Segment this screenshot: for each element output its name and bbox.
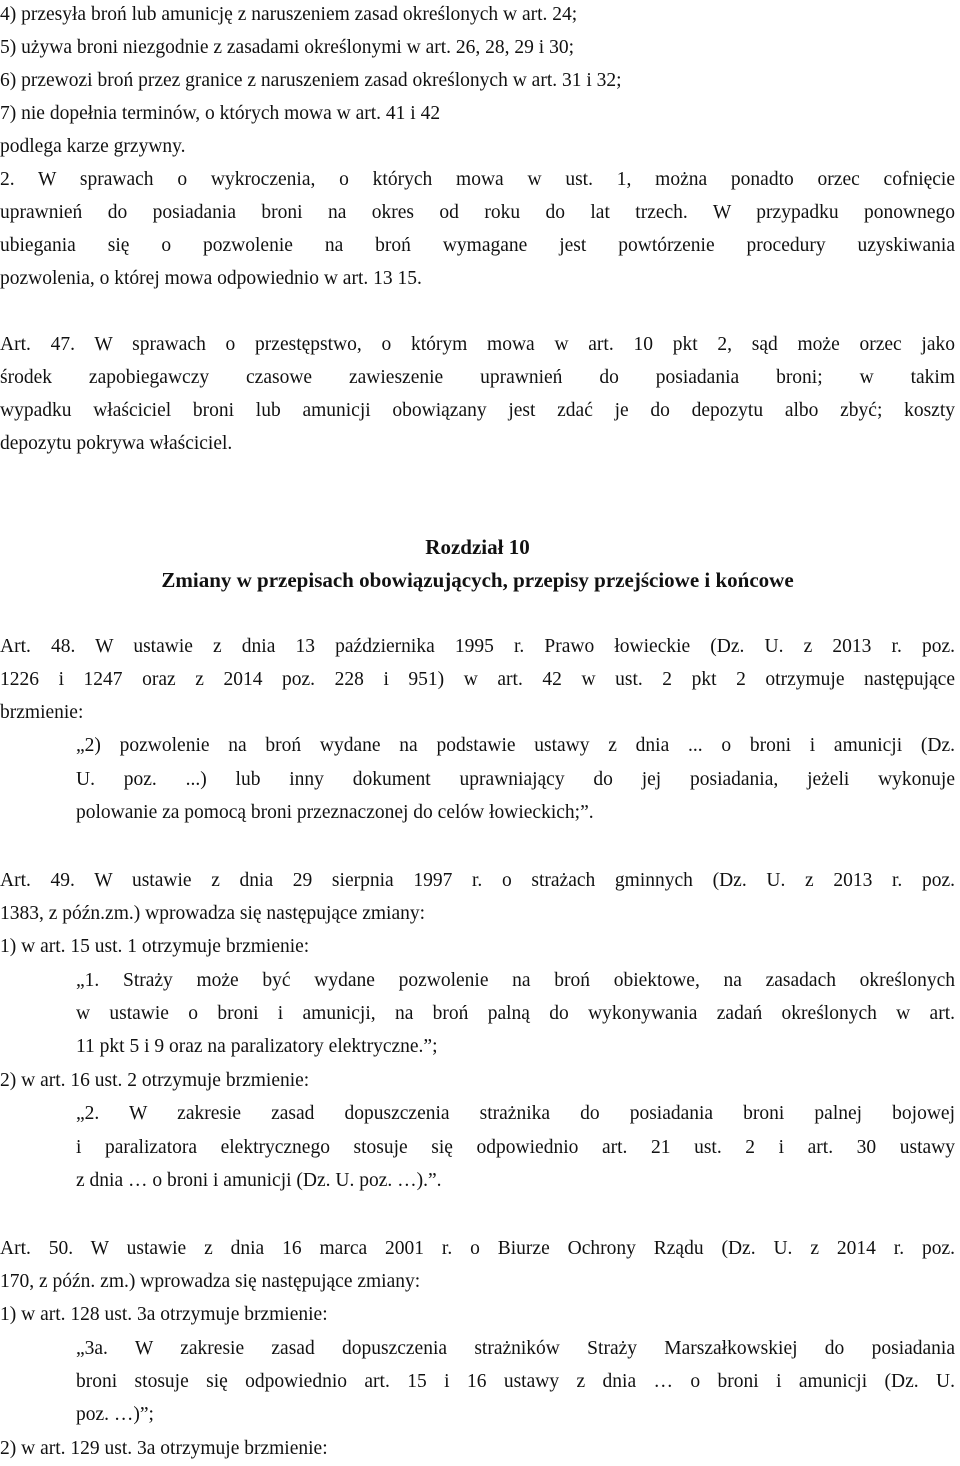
text-line: 2) w art. 129 ust. 3a otrzymuje brzmienie: — [0, 1438, 328, 1459]
quoted-line: poz. …)”; — [76, 1404, 154, 1425]
text-line: 7) nie dopełnia terminów, o których mowa w art. 41 i 42 — [0, 103, 441, 124]
text-line: pozwolenia, o której mowa odpowiednio w art. 13 15. — [0, 268, 422, 289]
text-line: 170, z późn. zm.) wprowadza się następujące zmiany: — [0, 1271, 421, 1292]
text-line: depozytu pokrywa właściciel. — [0, 433, 233, 454]
text-line: środek zapobiegawczy czasowe zawieszenie uprawnień do posiadania broni; w takim — [0, 367, 955, 388]
chapter-title: Zmiany w przepisach obowiązujących, przepisy przejściowe i końcowe — [161, 568, 794, 592]
quoted-line: „3a. W zakresie zasad dopuszczenia strażników Straży Marszałkowskiej do posiadania — [76, 1338, 955, 1359]
text-line: podlega karze grzywny. — [0, 136, 186, 157]
text-line: ubiegania się o pozwolenie na broń wymagane jest powtórzenie procedury uzyskiwania — [0, 235, 955, 256]
text-line: uprawnień do posiadania broni na okres od roku do lat trzech. W przypadku ponownego — [0, 202, 955, 223]
text-line: 4) przesyła broń lub amunicję z naruszeniem zasad określonych w art. 24; — [0, 4, 578, 25]
quoted-line: broni stosuje się odpowiednio art. 15 i 16 ustawy z dnia … o broni i amunicji (Dz. U. — [76, 1371, 955, 1392]
quoted-line: polowanie za pomocą broni przeznaczonej do celów łowieckich;”. — [76, 802, 594, 823]
text-line: 2. W sprawach o wykroczenia, o których mowa w ust. 1, można ponadto orzec cofnięcie — [0, 169, 955, 190]
quoted-line: U. poz. ...) lub inny dokument uprawniający do jej posiadania, jeżeli wykonuje — [76, 769, 955, 790]
quoted-line: „2. W zakresie zasad dopuszczenia strażnika do posiadania broni palnej bojowej — [76, 1103, 955, 1124]
text-line: 2) w art. 16 ust. 2 otrzymuje brzmienie: — [0, 1070, 310, 1091]
quoted-line: z dnia … o broni i amunicji (Dz. U. poz. …).”. — [76, 1170, 442, 1191]
quoted-line: i paralizatora elektrycznego stosuje się odpowiednio art. 21 ust. 2 i art. 30 ustawy — [76, 1137, 955, 1158]
text-line: wypadku właściciel broni lub amunicji obowiązany jest zdać je do depozytu albo zbyć; koszty — [0, 400, 955, 421]
article-49-line: Art. 49. W ustawie z dnia 29 sierpnia 1997 r. o strażach gminnych (Dz. U. z 2013 r. poz. — [0, 870, 955, 891]
quoted-line: „2) pozwolenie na broń wydane na podstawie ustawy z dnia ... o broni i amunicji (Dz. — [76, 735, 955, 756]
article-48-line: Art. 48. W ustawie z dnia 13 października 1995 r. Prawo łowieckie (Dz. U. z 2013 r. poz. — [0, 636, 955, 657]
quoted-line: „1. Straży może być wydane pozwolenie na broń obiektowe, na zasadach określonych — [76, 970, 955, 991]
quoted-line: w ustawie o broni i amunicji, na broń palną do wykonywania zadań określonych w art. — [76, 1003, 955, 1024]
text-line: 1) w art. 128 ust. 3a otrzymuje brzmienie: — [0, 1304, 328, 1325]
text-line: brzmienie: — [0, 702, 84, 723]
quoted-line: 11 pkt 5 i 9 oraz na paralizatory elektryczne.”; — [76, 1036, 438, 1057]
text-line: 5) używa broni niezgodnie z zasadami określonymi w art. 26, 28, 29 i 30; — [0, 37, 575, 58]
text-line: 1226 i 1247 oraz z 2014 poz. 228 i 951) w art. 42 w ust. 2 pkt 2 otrzymuje następujące — [0, 669, 955, 690]
article-50-line: Art. 50. W ustawie z dnia 16 marca 2001 r. o Biurze Ochrony Rządu (Dz. U. z 2014 r. poz. — [0, 1238, 955, 1259]
text-line: 6) przewozi broń przez granice z naruszeniem zasad określonych w art. 31 i 32; — [0, 70, 622, 91]
text-line: 1) w art. 15 ust. 1 otrzymuje brzmienie: — [0, 936, 310, 957]
article-47-line: Art. 47. W sprawach o przestępstwo, o którym mowa w art. 10 pkt 2, sąd może orzec jako — [0, 334, 955, 355]
chapter-heading: Rozdział 10 — [425, 535, 530, 559]
text-line: 1383, z późn.zm.) wprowadza się następujące zmiany: — [0, 903, 426, 924]
